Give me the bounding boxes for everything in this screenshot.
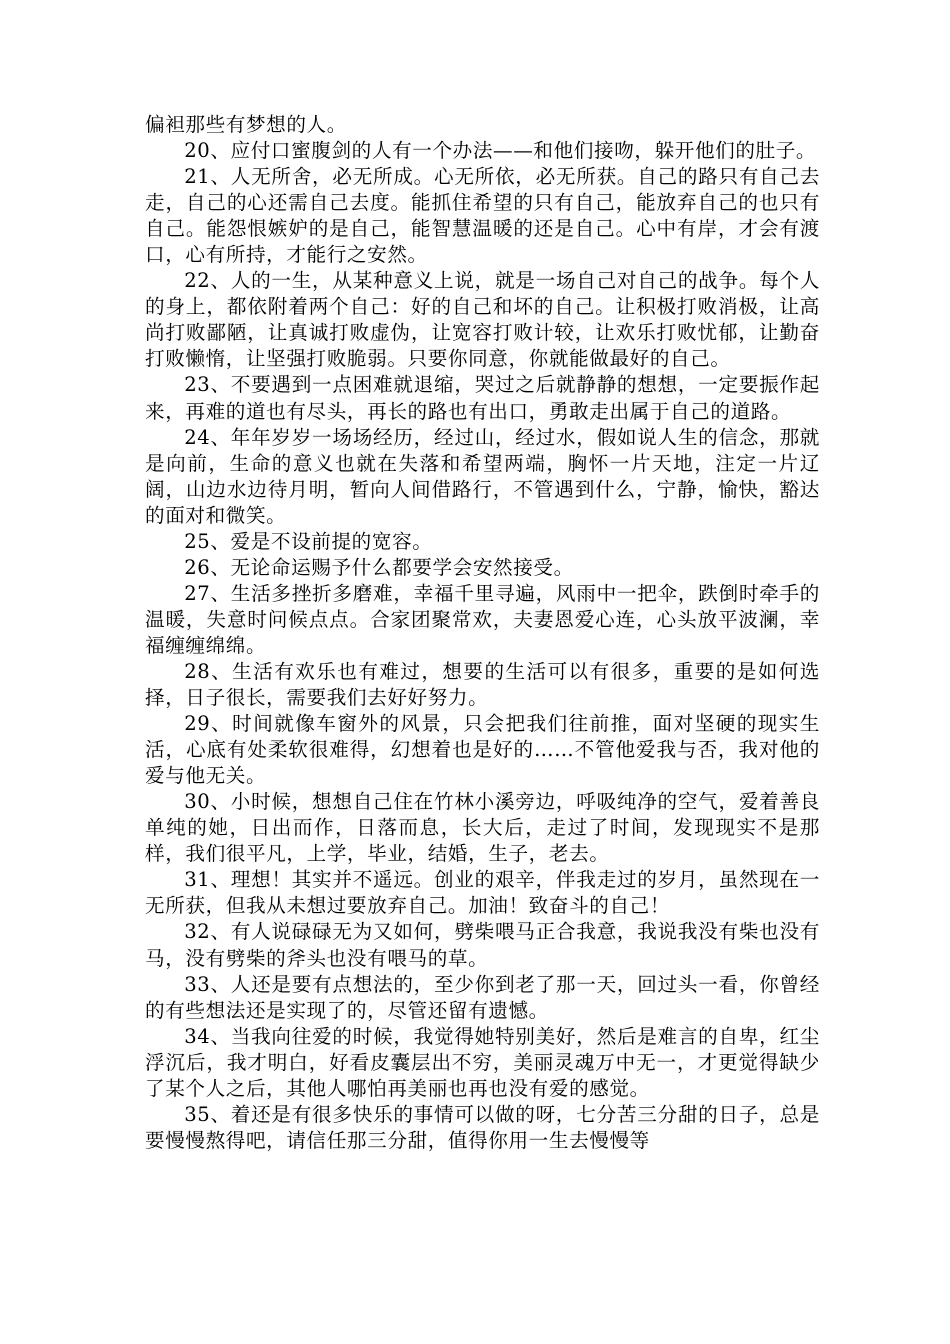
paragraph-35: 35、着还是有很多快乐的事情可以做的呀，七分苦三分甜的日子，总是要慢慢熬得吧，请信任那三分甜，值得你用一生去慢慢等 xyxy=(145,1102,820,1152)
paragraph-27: 27、生活多挫折多磨难，幸福千里寻遍，风雨中一把伞，跌倒时牵手的温暖，失意时问候点点。合家团聚常欢，夫妻恩爱心连，心头放平波澜，幸福缠缠绵绵。 xyxy=(145,581,820,657)
paragraph-34: 34、当我向往爱的时候，我觉得她特别美好，然后是难言的自卑，红尘浮沉后，我才明白，好看皮囊层出不穷，美丽灵魂万中无一，才更觉得缺少了某个人之后，其他人哪怕再美丽也再也没有爱的感觉。 xyxy=(145,1024,820,1100)
paragraph-33: 33、人还是要有点想法的，至少你到老了那一天，回过头一看，你曾经的有些想法还是实现了的，尽管还留有遗憾。 xyxy=(145,972,820,1022)
paragraph-26: 26、无论命运赐予什么都要学会安然接受。 xyxy=(184,555,574,579)
paragraph-continued: 偏袒那些有梦想的人。 xyxy=(145,113,347,136)
paragraph-21: 21、人无所舍，必无所成。心无所依，必无所获。自己的路只有自己去走，自己的心还需自己去度。能抓住希望的只有自己，能放弃自己的也只有自己。能怨恨嫉妒的是自己，能智慧温暖的还是自己。心中有岸，才会有渡口，心有所持，才能行之安然。 xyxy=(145,165,820,267)
paragraph-31: 31、理想！其实并不遥远。创业的艰辛，伴我走过的岁月，虽然现在一无所获，但我从未想过要放弃自己。加油！致奋斗的自己！ xyxy=(145,868,820,918)
paragraph-32: 32、有人说碌碌无为又如何，劈柴喂马正合我意，我说我没有柴也没有马，没有劈柴的斧头也没有喂马的草。 xyxy=(145,920,820,970)
paragraph-29: 29、时间就像车窗外的风景，只会把我们往前推，面对坚硬的现实生活，心底有处柔软很难得，幻想着也是好的……不管他爱我与否，我对他的爱与他无关。 xyxy=(145,712,820,788)
document-body xyxy=(145,112,820,1154)
paragraph-22: 22、人的一生，从某种意义上说，就是一场自己对自己的战争。每个人的身上，都依附着两个自己：好的自己和坏的自己。让积极打败消极，让高尚打败鄙陋，让真诚打败虚伪，让宽容打败计较，让欢乐打败忧郁，让勤奋打败懒惰，让坚强打败脆弱。只要你同意，你就能做最好的自己。 xyxy=(145,269,820,371)
paragraph-25: 25、爱是不设前提的宽容。 xyxy=(184,529,433,553)
paragraph-30: 30、小时候，想想自己住在竹林小溪旁边，呼吸纯净的空气，爱着善良单纯的她，日出而作，日落而息，长大后，走过了时间，发现现实不是那样，我们很平凡，上学，毕业，结婚，生子，老去。 xyxy=(145,790,820,866)
paragraph-28: 28、生活有欢乐也有难过，想要的生活可以有很多，重要的是如何选择，日子很长，需要我们去好好努力。 xyxy=(145,659,820,710)
paragraph-20: 20、应付口蜜腹剑的人有一个办法——和他们接吻，躲开他们的肚子。 xyxy=(184,139,817,163)
paragraph-23: 23、不要遇到一点困难就退缩，哭过之后就静静的想想，一定要振作起来，再难的道也有尽头，再长的路也有出口，勇敢走出属于自己的道路。 xyxy=(145,373,820,423)
paragraph-24: 24、年年岁岁一场场经历，经过山，经过水，假如说人生的信念，那就是向前，生命的意义也就在失落和希望两端，胸怀一片天地，注定一片辽阔，山边水边待月明，暂向人间借路行，不管遇到什么，宁静，愉快，豁达的面对和微笑。 xyxy=(145,425,820,527)
